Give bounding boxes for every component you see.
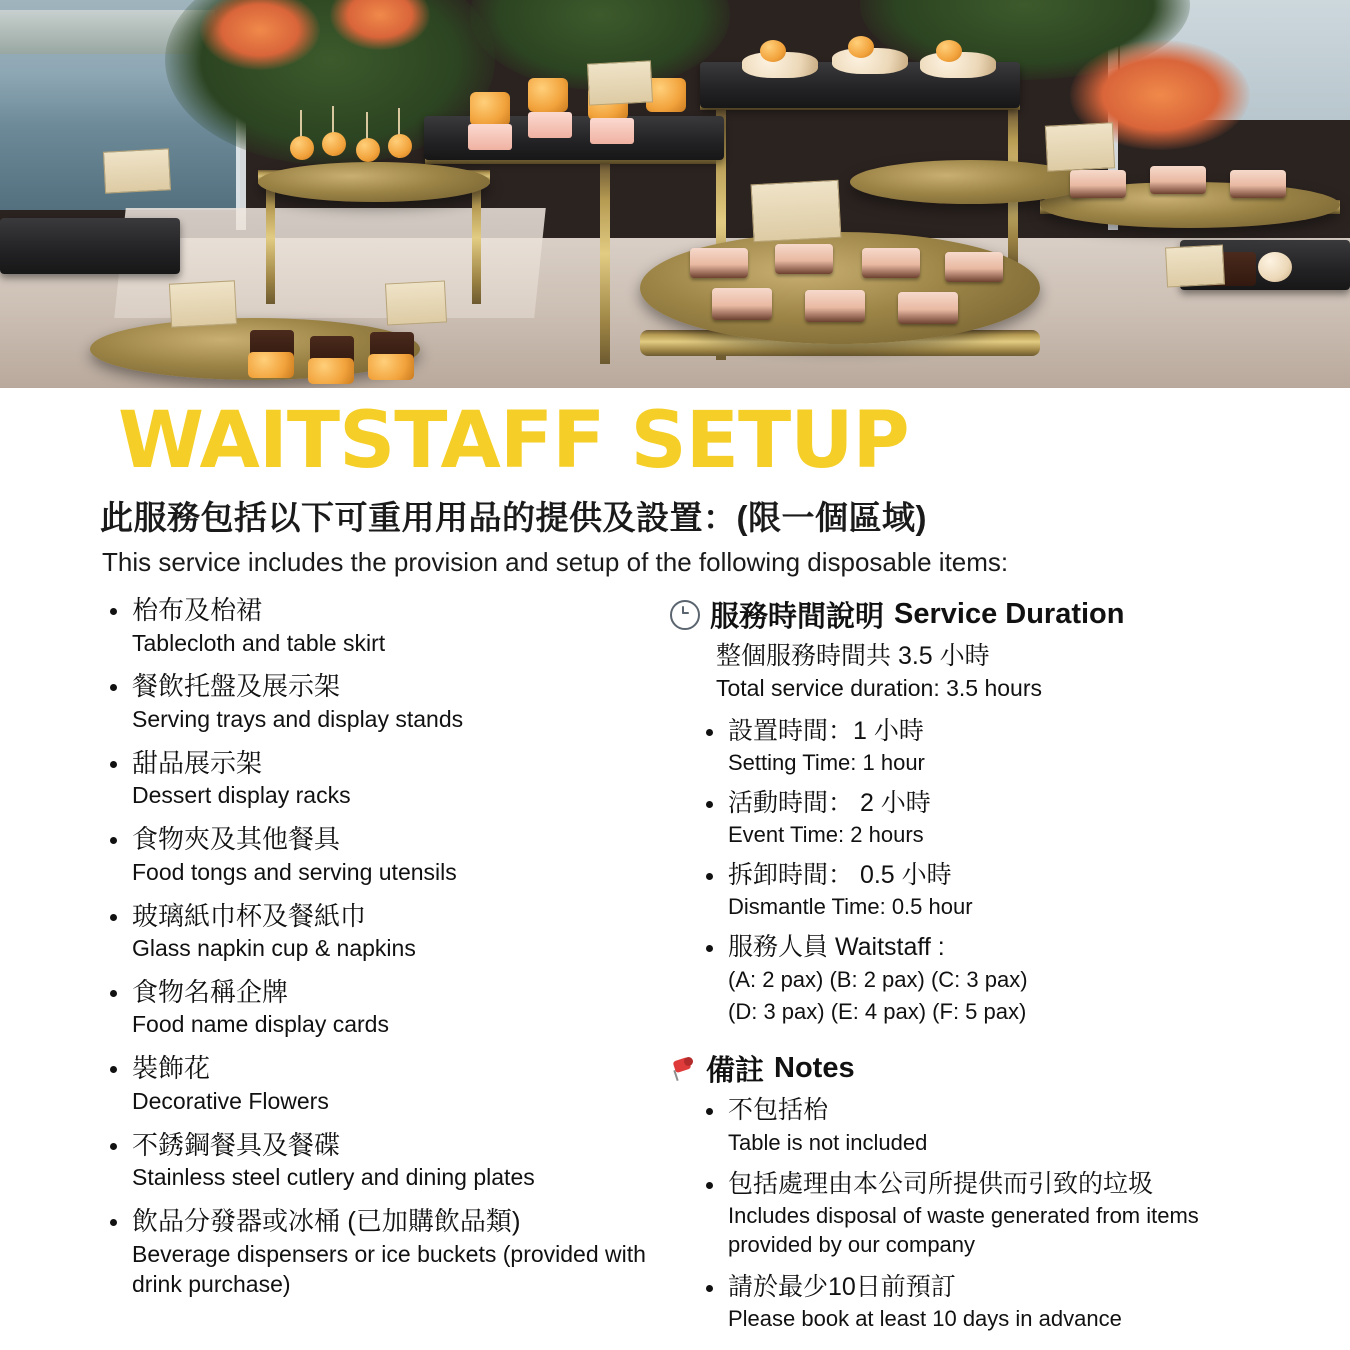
duration-label-zh: 拆卸時間： 0.5 小時 [728, 860, 952, 889]
list-item [698, 788, 1270, 850]
mirror-platter [258, 162, 490, 202]
dessert-roll [368, 354, 414, 380]
item-label-zh: 裝飾花 [132, 1053, 211, 1084]
note-en: Please book at least 10 days in advance [728, 1305, 1122, 1331]
list-item [100, 823, 660, 887]
item-label-en: Serving trays and display stands [132, 705, 464, 732]
skewer-fruit [356, 138, 380, 162]
canape-cone [470, 92, 510, 126]
waitstaff-pax-line-2: (D: 3 pax) (E: 4 pax) (F: 5 pax) [728, 998, 1027, 1024]
duration-label-zh: 活動時間： 2 小時 [728, 788, 931, 817]
list-item [698, 716, 1270, 778]
list-item [698, 932, 1270, 1027]
item-label-zh: 食物名稱企牌 [132, 976, 289, 1007]
total-duration-zh: 整個服務時間共 3.5 小時 [716, 642, 990, 670]
canape [712, 288, 772, 320]
item-label-zh: 枱布及枱裙 [132, 595, 263, 625]
item-label-en: Food name display cards [132, 1011, 389, 1038]
canape [1070, 170, 1126, 198]
pushpin-icon [670, 1056, 696, 1082]
subtitle-chinese: 此服務包括以下可重用用品的提供及設置：(限一個區域) [100, 499, 927, 536]
list-item [100, 1205, 660, 1299]
page-title: WAITSTAFF SETUP [118, 396, 909, 486]
banner-photo [0, 0, 1350, 388]
list-item [100, 900, 660, 964]
food-name-card [1165, 245, 1225, 288]
included-items-list [100, 594, 660, 1299]
note-zh: 包括處理由本公司所提供而引致的垃圾 [728, 1170, 1154, 1199]
canape [898, 292, 958, 324]
note-en: Table is not included [728, 1129, 928, 1155]
item-label-zh: 餐飲托盤及展示架 [132, 671, 341, 702]
food-name-card [103, 148, 171, 193]
gold-stand-leg [600, 164, 610, 364]
note-zh: 不包括枱 [728, 1096, 829, 1125]
waitstaff-label: 服務人員 Waitstaff : [728, 932, 945, 961]
item-label-en: Decorative Flowers [132, 1087, 329, 1114]
list-item [698, 1169, 1270, 1259]
canape [945, 252, 1003, 282]
food-name-card [1045, 122, 1115, 171]
list-item [100, 747, 660, 811]
list-item [100, 594, 660, 658]
duration-label-en: Dismantle Time: 0.5 hour [728, 894, 973, 920]
heading-zh: 備註 [706, 1055, 765, 1088]
food-name-card [385, 280, 447, 325]
notes-heading [670, 1048, 1270, 1089]
skewer-fruit [290, 136, 314, 160]
item-label-zh: 甜品展示架 [132, 747, 263, 778]
service-details-column [670, 594, 1270, 1345]
notes-section [670, 1048, 1270, 1333]
canape [775, 244, 833, 274]
total-duration-en: Total service duration: 3.5 hours [716, 675, 1043, 702]
item-label-en: Food tongs and serving utensils [132, 858, 457, 885]
included-items-column [100, 594, 660, 1345]
notes-list [698, 1095, 1270, 1333]
canape-cone [528, 78, 568, 112]
item-label-en: Tablecloth and table skirt [132, 629, 386, 656]
item-label-en: Glass napkin cup & napkins [132, 935, 416, 962]
canape [1150, 166, 1206, 194]
canape [862, 248, 920, 278]
list-item [100, 670, 660, 734]
food-name-card [587, 60, 653, 105]
item-label-zh: 玻璃紙巾杯及餐紙巾 [132, 900, 367, 931]
gold-stand-leg [472, 184, 481, 304]
clock-icon [670, 600, 700, 630]
list-item [100, 1129, 660, 1193]
heading-en: Service Duration [894, 598, 1125, 630]
slate-tray [0, 218, 180, 274]
list-item [698, 1095, 1270, 1157]
dessert-roll [248, 352, 294, 378]
canape-base [528, 112, 572, 138]
duration-label-zh: 設置時間：1 小時 [728, 717, 924, 746]
item-label-zh: 不銹鋼餐具及餐碟 [132, 1129, 341, 1160]
dessert-ball [1258, 252, 1292, 282]
total-duration [716, 641, 1270, 704]
list-item [698, 860, 1270, 922]
note-en: Includes disposal of waste generated from items provided by our company [728, 1203, 1199, 1257]
canape [1230, 170, 1286, 198]
canape-base [468, 124, 512, 150]
canape-base [590, 118, 634, 144]
photo-scene [0, 0, 1350, 388]
gold-stand-leg [266, 184, 275, 304]
canape-topping [936, 40, 962, 62]
list-item [698, 1272, 1270, 1334]
item-label-en: Beverage dispensers or ice buckets (provided with drink purchase) [132, 1240, 646, 1297]
canape-topping [848, 36, 874, 58]
dessert-roll [308, 358, 354, 384]
list-item [100, 976, 660, 1040]
heading-zh: 服務時間說明 [710, 601, 885, 633]
duration-breakdown-list [698, 716, 1270, 1026]
service-duration-heading [670, 594, 1270, 635]
duration-label-en: Setting Time: 1 hour [728, 750, 925, 776]
item-label-en: Stainless steel cutlery and dining plates [132, 1164, 535, 1191]
item-label-en: Dessert display racks [132, 782, 351, 809]
item-label-zh: 飲品分發器或冰桶 (已加購飲品類) [132, 1206, 521, 1237]
subtitle-english: This service includes the provision and setup of the following disposable items: [102, 547, 1009, 577]
skewer-fruit [322, 132, 346, 156]
list-item [100, 1052, 660, 1116]
heading-en: Notes [774, 1052, 855, 1085]
canape-topping [760, 40, 786, 62]
item-label-zh: 食物夾及其他餐具 [132, 824, 341, 855]
canape [805, 290, 865, 322]
canape [690, 248, 748, 278]
skewer-fruit [388, 134, 412, 158]
two-column-body [0, 594, 1350, 1345]
poster-content [0, 396, 1350, 1345]
food-name-card [751, 180, 842, 243]
duration-label-en: Event Time: 2 hours [728, 822, 924, 848]
waitstaff-pax-line-1: (A: 2 pax) (B: 2 pax) (C: 3 pax) [728, 966, 1028, 992]
food-name-card [169, 280, 237, 327]
note-zh: 請於最少10日前預訂 [728, 1272, 956, 1301]
